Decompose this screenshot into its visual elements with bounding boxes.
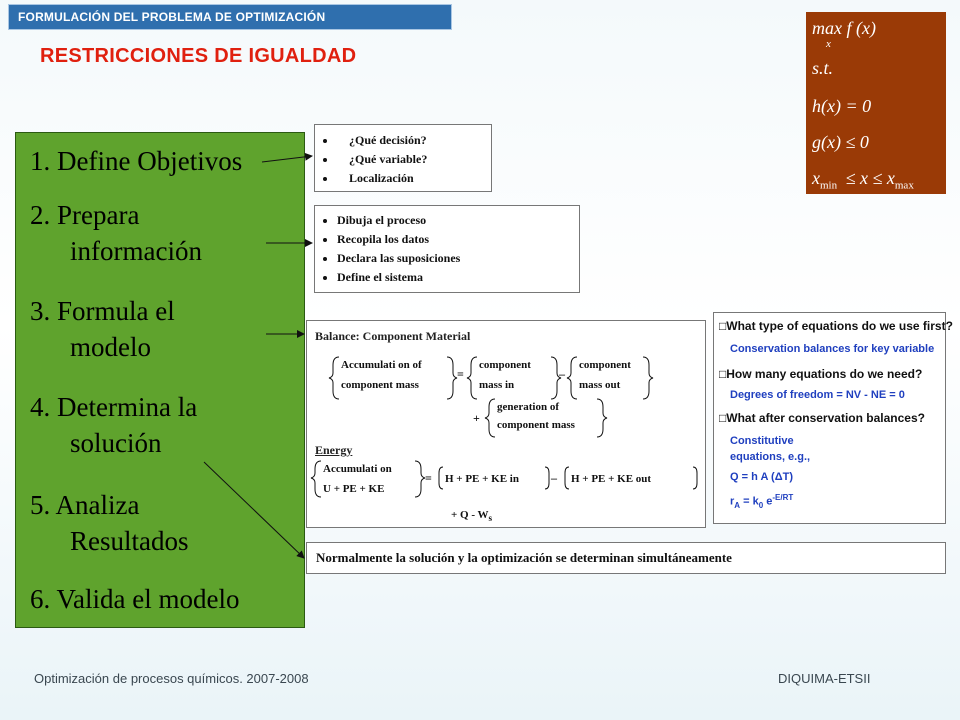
balance-label: Balance: Component Material — [315, 329, 471, 343]
information-item-assumptions: • Declara las suposiciones — [337, 249, 579, 268]
slide-subtitle: RESTRICCIONES DE IGUALDAD — [40, 45, 357, 67]
component-in-bottom: mass in — [479, 379, 515, 391]
component-out-bottom: mass out — [579, 379, 621, 391]
section-tag: FORMULACIÓN DEL PROBLEMA DE OPTIMIZACIÓN — [8, 4, 452, 30]
step-3-cont: modelo — [70, 332, 151, 362]
arrow-to-note — [204, 462, 304, 558]
checkbox-icon: □ — [719, 319, 727, 333]
objectives-item-decision: • ¿Qué decisión? — [337, 131, 491, 150]
objectives-item-location: • Localización — [337, 169, 491, 188]
energy-accumulation-bottom: U + PE + KE — [323, 483, 385, 495]
answer-2: Degrees of freedom = NV - NE = 0 — [730, 389, 905, 401]
answer-3-constitutive: Constitutive — [730, 435, 794, 447]
footer-institution: DIQUIMA-ETSII — [778, 671, 871, 686]
arrow-to-objectives — [262, 156, 312, 162]
step-2-cont: información — [70, 236, 202, 266]
information-item-draw: • Dibuja el proceso — [337, 211, 579, 230]
math-objective-sub: x — [826, 38, 831, 50]
answer-3-heat: Q = h A (ΔT) — [730, 471, 794, 483]
energy-accumulation-top: Accumulati on — [323, 463, 392, 475]
answer-3-rate: $r_A = k_0$ $e^{-E/RT}$ — [730, 493, 794, 510]
energy-equals: = — [425, 471, 432, 485]
energy-heat-work: + Q - $W_s$ — [451, 509, 493, 524]
checkbox-icon: □ — [719, 367, 727, 381]
objectives-item-variable: • ¿Qué variable? — [337, 150, 491, 169]
step-3-text: 3. Formula el — [30, 296, 175, 326]
information-item-data: • Recopila los datos — [337, 230, 579, 249]
accumulation-bottom: component mass — [341, 379, 419, 391]
step-4-cont: solución — [70, 428, 162, 458]
energy-in: H + PE + KE in — [445, 473, 519, 485]
step-2-text: 2. Prepara — [30, 200, 140, 230]
balance-minus: – — [559, 367, 565, 381]
energy-out: H + PE + KE out — [571, 473, 652, 485]
generation-top: generation of — [497, 401, 560, 413]
math-objective: max f (x) — [812, 18, 876, 38]
question-1: □What type of equations do we use first? — [719, 319, 953, 333]
step-5-text: 5. Analiza — [30, 490, 140, 520]
information-item-system: • Define el sistema — [337, 268, 579, 287]
question-2: □How many equations do we need? — [719, 367, 923, 381]
checkbox-icon: □ — [719, 411, 727, 425]
answer-3-equations: equations, e.g., — [730, 451, 811, 463]
energy-label: Energy — [315, 443, 353, 457]
math-subject-to: s.t. — [812, 58, 834, 78]
energy-minus: – — [551, 471, 557, 485]
balance-plus: + — [473, 411, 480, 425]
footer-course: Optimización de procesos químicos. 2007-2008 — [34, 671, 309, 686]
accumulation-top: Accumulati on of — [341, 359, 422, 371]
step-1-text: 1. Define Objetivos — [30, 146, 243, 176]
answer-1: Conservation balances for key variable — [730, 343, 935, 355]
balance-equals: = — [457, 367, 464, 381]
step-5-cont: Resultados — [70, 526, 189, 556]
step-4-text: 4. Determina la — [30, 392, 198, 422]
component-out-top: component — [579, 359, 631, 371]
component-in-top: component — [479, 359, 531, 371]
simultaneous-note: Normalmente la solución y la optimización se determinan simultáneamente — [306, 542, 946, 574]
math-equality: h(x) = 0 — [812, 96, 872, 116]
step-6-text: 6. Valida el modelo — [30, 584, 240, 614]
question-3: □What after conservation balances? — [719, 411, 925, 425]
math-bounds: $x_{min} \le x \le x_{max}$ — [812, 168, 914, 192]
math-inequality: g(x) ≤ 0 — [812, 132, 869, 152]
generation-bottom: component mass — [497, 419, 575, 431]
